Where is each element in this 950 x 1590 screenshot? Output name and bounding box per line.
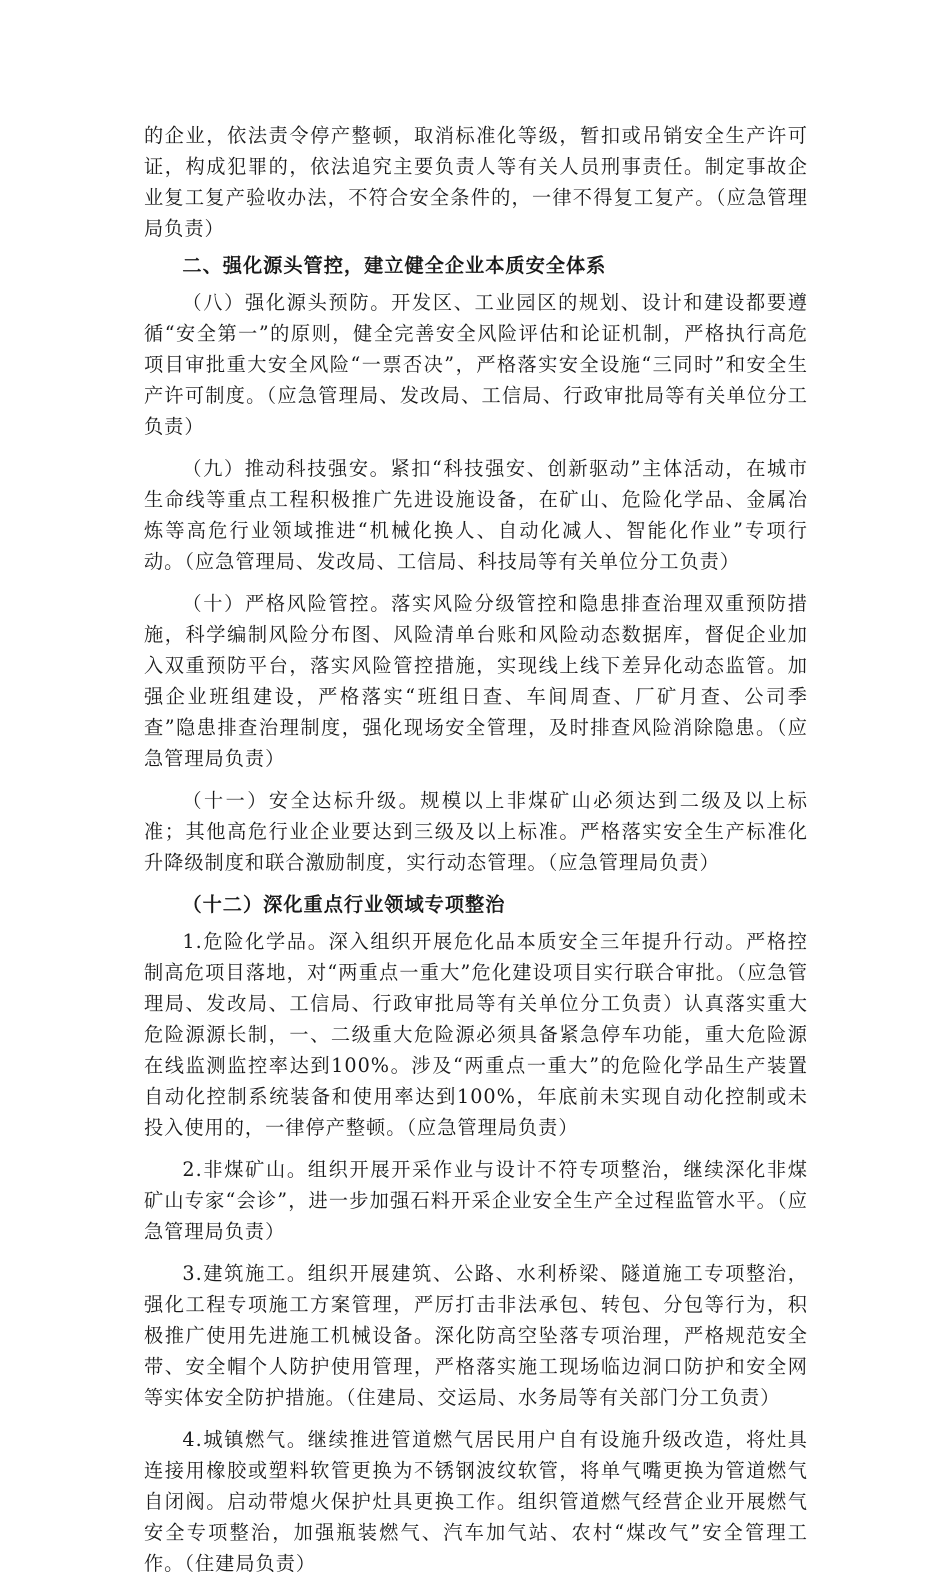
paragraph-9: （九）推动科技强安。紧扣“科技强安、创新驱动”主体活动，在城市生命线等重点工程积极推广先进设施设备，在矿山、危险化学品、金属冶炼等高危行业领域推进“机械化换人、自动化减人、智能化作业”专项行动。（应急管理局、发改局、工信局、科技局等有关单位分工负责）: [144, 457, 808, 573]
item-urban-gas: 4.城镇燃气。继续推进管道燃气居民用户自有设施升级改造，将灶具连接用橡胶或塑料软管更换为不锈钢波纹软管，将单气嘴更换为管道燃气自闭阀。启动带熄火保护灶具更换工作。组织管道燃气经营企业开展燃气安全专项整治，加强瓶装燃气、汽车加气站、农村“煤改气”安全管理工作。（住建局负责）: [144, 1428, 808, 1575]
item-hazardous-chemicals: 1.危险化学品。深入组织开展危化品本质安全三年提升行动。严格控制高危项目落地，对“两重点一重大”危化建设项目实行联合审批。（应急管理局、发改局、工信局、行政审批局等有关单位分工负责）认真落实重大危险源源长制，一、二级重大危险源必须具备紧急停车功能，重大危险源在线监测监控率达到100%。涉及“两重点一重大”的危险化学品生产装置自动化控制系统装备和使用率达到100%，年底前未实现自动化控制或未投入使用的，一律停产整顿。（应急管理局负责）: [144, 930, 808, 1139]
document-body: [144, 120, 808, 1590]
paragraph-10: （十）严格风险管控。落实风险分级管控和隐患排查治理双重预防措施，科学编制风险分布图、风险清单台账和风险动态数据库，督促企业加入双重预防平台，落实风险管控措施，实现线上线下差异化动态监管。加强企业班组建设，严格落实“班组日查、车间周查、厂矿月查、公司季查”隐患排查治理制度，强化现场安全管理，及时排查风险消除隐患。（应急管理局负责）: [144, 592, 808, 770]
item-construction: 3.建筑施工。组织开展建筑、公路、水利桥梁、隧道施工专项整治，强化工程专项施工方案管理，严厉打击非法承包、转包、分包等行为，积极推广使用先进施工机械设备。深化防高空坠落专项治理，严格规范安全带、安全帽个人防护使用管理，严格落实施工现场临边洞口防护和安全网等实体安全防护措施。（住建局、交运局、水务局等有关部门分工负责）: [144, 1262, 808, 1409]
item-non-coal-mines: 2.非煤矿山。组织开展开采作业与设计不符专项整治，继续深化非煤矿山专家“会诊”，进一步加强石料开采企业安全生产全过程监管水平。（应急管理局负责）: [144, 1158, 808, 1243]
paragraph-continued: 的企业，依法责令停产整顿，取消标准化等级，暂扣或吊销安全生产许可证，构成犯罪的，依法追究主要负责人等有关人员刑事责任。制定事故企业复工复产验收办法，不符合安全条件的，一律不得复工复产。（应急管理局负责）: [144, 124, 808, 240]
paragraph-8: （八）强化源头预防。开发区、工业园区的规划、设计和建设都要遵循“安全第一”的原则，健全完善安全风险评估和论证机制，严格执行高危项目审批重大安全风险“一票否决”，严格落实安全设施“三同时”和安全生产许可制度。（应急管理局、发改局、工信局、行政审批局等有关单位分工负责）: [144, 291, 808, 438]
paragraph-11: （十一）安全达标升级。规模以上非煤矿山必须达到二级及以上标准；其他高危行业企业要达到三级及以上标准。严格落实安全生产标准化升降级制度和联合激励制度，实行动态管理。（应急管理局负责）: [144, 789, 808, 874]
section-heading-2: 二、强化源头管控，建立健全企业本质安全体系: [182, 254, 607, 277]
subsection-heading-12: （十二）深化重点行业领域专项整治: [182, 893, 506, 916]
